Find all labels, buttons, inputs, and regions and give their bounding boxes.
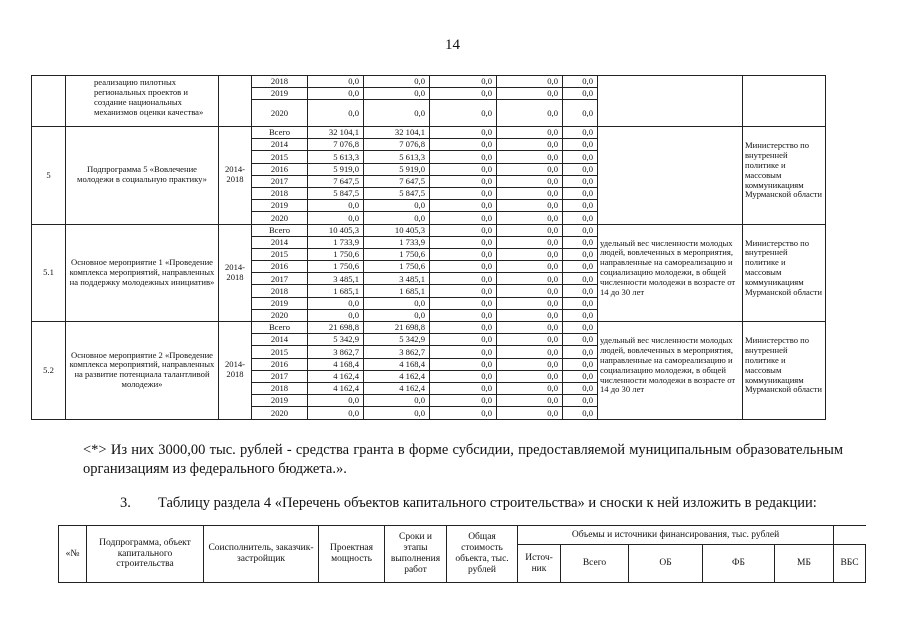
vbs-cell: 0,0 — [563, 224, 598, 236]
fb-cell: 0,0 — [430, 248, 497, 260]
year-cell: 2014 — [252, 139, 308, 151]
fb-cell: 0,0 — [430, 285, 497, 297]
mb-cell: 0,0 — [497, 200, 563, 212]
mb-cell: 0,0 — [497, 212, 563, 224]
program-name: Подпрограмма 5 «Вовлечение молодежи в социальную практику» — [66, 127, 219, 225]
header-ob: ОБ — [629, 545, 703, 583]
mb-cell: 0,0 — [497, 187, 563, 199]
ministry: Министерство по внутренней политике и массовым коммуникациям Мурманской области — [743, 127, 826, 225]
total-cell: 0,0 — [308, 200, 364, 212]
mb-cell: 0,0 — [497, 261, 563, 273]
mb-cell: 0,0 — [497, 370, 563, 382]
vbs-cell: 0,0 — [563, 370, 598, 382]
mb-cell: 0,0 — [497, 163, 563, 175]
ob-cell: 0,0 — [364, 309, 430, 321]
ob-cell: 1 685,1 — [364, 285, 430, 297]
fb-cell: 0,0 — [430, 151, 497, 163]
total-cell: 1 733,9 — [308, 236, 364, 248]
mb-cell: 0,0 — [497, 358, 563, 370]
vbs-cell: 0,0 — [563, 395, 598, 407]
fb-cell: 0,0 — [430, 175, 497, 187]
year-cell: 2019 — [252, 200, 308, 212]
mb-cell: 0,0 — [497, 139, 563, 151]
total-cell: 0,0 — [308, 395, 364, 407]
vbs-cell: 0,0 — [563, 175, 598, 187]
total-cell: 4 162,4 — [308, 370, 364, 382]
item-number: 3. — [120, 495, 131, 511]
fb-cell: 0,0 — [430, 76, 497, 88]
mb-cell: 0,0 — [497, 248, 563, 260]
ob-cell: 0,0 — [364, 297, 430, 309]
year-cell: 2017 — [252, 273, 308, 285]
header-vbs: ВБС — [834, 545, 866, 583]
mb-cell: 0,0 — [497, 151, 563, 163]
table-row — [32, 322, 905, 334]
page-number: 14 — [445, 37, 460, 53]
year-cell: 2016 — [252, 261, 308, 273]
mb-cell: 0,0 — [497, 175, 563, 187]
vbs-cell: 0,0 — [563, 88, 598, 100]
fb-cell: 0,0 — [430, 358, 497, 370]
ob-cell: 32 104,1 — [364, 127, 430, 139]
year-cell: 2015 — [252, 346, 308, 358]
mb-cell: 0,0 — [497, 297, 563, 309]
fb-cell: 0,0 — [430, 127, 497, 139]
year-cell: 2016 — [252, 163, 308, 175]
total-cell: 4 168,4 — [308, 358, 364, 370]
year-cell: 2019 — [252, 395, 308, 407]
ob-cell: 4 168,4 — [364, 358, 430, 370]
total-cell: 3 862,7 — [308, 346, 364, 358]
header-fb: ФБ — [703, 545, 775, 583]
ob-cell: 0,0 — [364, 407, 430, 419]
header-name: Подпрограмма, объект капитального строительства — [87, 526, 204, 583]
fb-cell: 0,0 — [430, 139, 497, 151]
total-cell: 5 342,9 — [308, 334, 364, 346]
period: 2014-2018 — [219, 224, 252, 322]
row-number: 5 — [32, 127, 66, 225]
year-cell: 2020 — [252, 407, 308, 419]
header-total: Всего — [561, 545, 629, 583]
vbs-cell: 0,0 — [563, 76, 598, 88]
ob-cell: 0,0 — [364, 76, 430, 88]
vbs-cell: 0,0 — [563, 236, 598, 248]
total-cell: 0,0 — [308, 76, 364, 88]
year-cell: 2018 — [252, 187, 308, 199]
period: 2014-2018 — [219, 127, 252, 225]
vbs-cell: 0,0 — [563, 358, 598, 370]
year-cell: 2018 — [252, 285, 308, 297]
total-cell: 0,0 — [308, 407, 364, 419]
total-cell: 0,0 — [308, 212, 364, 224]
fb-cell: 0,0 — [430, 224, 497, 236]
ob-cell: 1 750,6 — [364, 248, 430, 260]
year-cell: 2014 — [252, 334, 308, 346]
ob-cell: 0,0 — [364, 212, 430, 224]
mb-cell: 0,0 — [497, 322, 563, 334]
total-cell: 7 647,5 — [308, 175, 364, 187]
mb-cell: 0,0 — [497, 407, 563, 419]
ministry — [743, 76, 826, 127]
fb-cell: 0,0 — [430, 88, 497, 100]
header-mb: МБ — [775, 545, 834, 583]
ob-cell: 10 405,3 — [364, 224, 430, 236]
fb-cell: 0,0 — [430, 322, 497, 334]
year-cell: 2020 — [252, 212, 308, 224]
mb-cell: 0,0 — [497, 224, 563, 236]
item-text: Таблицу раздела 4 «Перечень объектов капитального строительства» и сноски к ней изложить в редакции: — [158, 495, 817, 511]
vbs-cell: 0,0 — [563, 200, 598, 212]
mb-cell: 0,0 — [497, 236, 563, 248]
ob-cell: 3 485,1 — [364, 273, 430, 285]
fb-cell: 0,0 — [430, 370, 497, 382]
year-cell: 2018 — [252, 76, 308, 88]
table-row — [32, 76, 905, 88]
fb-cell: 0,0 — [430, 187, 497, 199]
vbs-cell: 0,0 — [563, 187, 598, 199]
ob-cell: 1 733,9 — [364, 236, 430, 248]
header-terms: Сроки и этапы выполнения работ — [385, 526, 447, 583]
indicator: удельный вес численности молодых людей, вовлеченных в мероприятия, направленные на самореализацию и социализацию молодежи, в общей численности молодежи в возрасте от 14 до 30 лет — [598, 322, 743, 420]
row-number — [32, 76, 66, 127]
indicator — [598, 127, 743, 225]
fb-cell: 0,0 — [430, 346, 497, 358]
year-cell: 2017 — [252, 370, 308, 382]
fb-cell: 0,0 — [430, 273, 497, 285]
fb-cell: 0,0 — [430, 200, 497, 212]
vbs-cell: 0,0 — [563, 139, 598, 151]
vbs-cell: 0,0 — [563, 273, 598, 285]
vbs-cell: 0,0 — [563, 382, 598, 394]
ob-cell: 7 076,8 — [364, 139, 430, 151]
ob-cell: 21 698,8 — [364, 322, 430, 334]
vbs-cell: 0,0 — [563, 346, 598, 358]
mb-cell: 0,0 — [497, 76, 563, 88]
total-cell: 0,0 — [308, 100, 364, 127]
mb-cell: 0,0 — [497, 395, 563, 407]
fb-cell: 0,0 — [430, 163, 497, 175]
total-cell: 1 750,6 — [308, 261, 364, 273]
capital-construction-table — [58, 525, 866, 583]
year-cell: 2020 — [252, 100, 308, 127]
ob-cell: 5 919,0 — [364, 163, 430, 175]
header-num: «№ — [59, 526, 87, 583]
total-cell: 10 405,3 — [308, 224, 364, 236]
total-cell: 5 613,3 — [308, 151, 364, 163]
mb-cell: 0,0 — [497, 88, 563, 100]
table-row — [32, 224, 905, 236]
fb-cell: 0,0 — [430, 334, 497, 346]
ob-cell: 5 847,5 — [364, 187, 430, 199]
year-cell: Всего — [252, 127, 308, 139]
header-blank — [834, 526, 866, 545]
ob-cell: 0,0 — [364, 200, 430, 212]
vbs-cell: 0,0 — [563, 151, 598, 163]
header-contractor: Соисполнитель, заказчик-застройщик — [204, 526, 319, 583]
fb-cell: 0,0 — [430, 297, 497, 309]
fb-cell: 0,0 — [430, 236, 497, 248]
financing-table — [31, 75, 905, 420]
period: 2014-2018 — [219, 322, 252, 420]
row-number: 5.1 — [32, 224, 66, 322]
total-cell: 1 685,1 — [308, 285, 364, 297]
total-cell: 0,0 — [308, 309, 364, 321]
ob-cell: 7 647,5 — [364, 175, 430, 187]
vbs-cell: 0,0 — [563, 248, 598, 260]
total-cell: 5 919,0 — [308, 163, 364, 175]
ob-cell: 4 162,4 — [364, 382, 430, 394]
indicator: удельный вес численности молодых людей, вовлеченных в мероприятия, направленные на самореализацию и социализацию молодежи, в общей численности молодежи в возрасте от 14 до 30 лет — [598, 224, 743, 322]
mb-cell: 0,0 — [497, 346, 563, 358]
mb-cell: 0,0 — [497, 309, 563, 321]
total-cell: 21 698,8 — [308, 322, 364, 334]
fb-cell: 0,0 — [430, 261, 497, 273]
footnote: <*> Из них 3000,00 тыс. рублей - средства гранта в форме субсидии, предоставляемой муниципальным образовательным организациям из федерального бюджета.». — [83, 442, 843, 477]
vbs-cell: 0,0 — [563, 407, 598, 419]
total-cell: 3 485,1 — [308, 273, 364, 285]
header-financing: Объемы и источники финансирования, тыс. рублей — [518, 526, 834, 545]
total-cell: 1 750,6 — [308, 248, 364, 260]
indicator — [598, 76, 743, 127]
mb-cell: 0,0 — [497, 382, 563, 394]
total-cell: 0,0 — [308, 88, 364, 100]
total-cell: 4 162,4 — [308, 382, 364, 394]
mb-cell: 0,0 — [497, 127, 563, 139]
year-cell: 2019 — [252, 297, 308, 309]
year-cell: 2015 — [252, 248, 308, 260]
mb-cell: 0,0 — [497, 334, 563, 346]
header-cost: Общая стоимость объекта, тыс. рублей — [447, 526, 518, 583]
fb-cell: 0,0 — [430, 407, 497, 419]
total-cell: 5 847,5 — [308, 187, 364, 199]
fb-cell: 0,0 — [430, 212, 497, 224]
ob-cell: 3 862,7 — [364, 346, 430, 358]
row-number: 5.2 — [32, 322, 66, 420]
fb-cell: 0,0 — [430, 100, 497, 127]
vbs-cell: 0,0 — [563, 127, 598, 139]
ministry: Министерство по внутренней политике и массовым коммуникациям Мурманской области — [743, 322, 826, 420]
ob-cell: 0,0 — [364, 88, 430, 100]
vbs-cell: 0,0 — [563, 334, 598, 346]
year-cell: 2017 — [252, 175, 308, 187]
total-cell: 0,0 — [308, 297, 364, 309]
year-cell: 2015 — [252, 151, 308, 163]
ob-cell: 0,0 — [364, 395, 430, 407]
vbs-cell: 0,0 — [563, 212, 598, 224]
program-name: реализацию пилотных региональных проектов и создание национальных механизмов оценки качества» — [66, 76, 219, 127]
program-name: Основное мероприятие 1 «Проведение комплекса мероприятий, направленных на поддержку молодежных инициатив» — [66, 224, 219, 322]
header-capacity: Проектная мощность — [319, 526, 385, 583]
header-source: Источ-ник — [518, 545, 561, 583]
vbs-cell: 0,0 — [563, 297, 598, 309]
ob-cell: 4 162,4 — [364, 370, 430, 382]
year-cell: Всего — [252, 322, 308, 334]
mb-cell: 0,0 — [497, 100, 563, 127]
vbs-cell: 0,0 — [563, 322, 598, 334]
fb-cell: 0,0 — [430, 395, 497, 407]
vbs-cell: 0,0 — [563, 285, 598, 297]
year-cell: 2014 — [252, 236, 308, 248]
list-item — [120, 495, 817, 512]
period — [219, 76, 252, 127]
ob-cell: 5 613,3 — [364, 151, 430, 163]
program-name: Основное мероприятие 2 «Проведение комплекса мероприятий, направленных на развитие потенциала талантливой молодежи» — [66, 322, 219, 420]
mb-cell: 0,0 — [497, 285, 563, 297]
mb-cell: 0,0 — [497, 273, 563, 285]
vbs-cell: 0,0 — [563, 261, 598, 273]
ob-cell: 5 342,9 — [364, 334, 430, 346]
ob-cell: 0,0 — [364, 100, 430, 127]
fb-cell: 0,0 — [430, 382, 497, 394]
ministry: Министерство по внутренней политике и массовым коммуникациям Мурманской области — [743, 224, 826, 322]
year-cell: 2019 — [252, 88, 308, 100]
year-cell: Всего — [252, 224, 308, 236]
total-cell: 32 104,1 — [308, 127, 364, 139]
ob-cell: 1 750,6 — [364, 261, 430, 273]
year-cell: 2018 — [252, 382, 308, 394]
vbs-cell: 0,0 — [563, 100, 598, 127]
vbs-cell: 0,0 — [563, 309, 598, 321]
year-cell: 2020 — [252, 309, 308, 321]
fb-cell: 0,0 — [430, 309, 497, 321]
table-row — [32, 127, 905, 139]
vbs-cell: 0,0 — [563, 163, 598, 175]
year-cell: 2016 — [252, 358, 308, 370]
total-cell: 7 076,8 — [308, 139, 364, 151]
